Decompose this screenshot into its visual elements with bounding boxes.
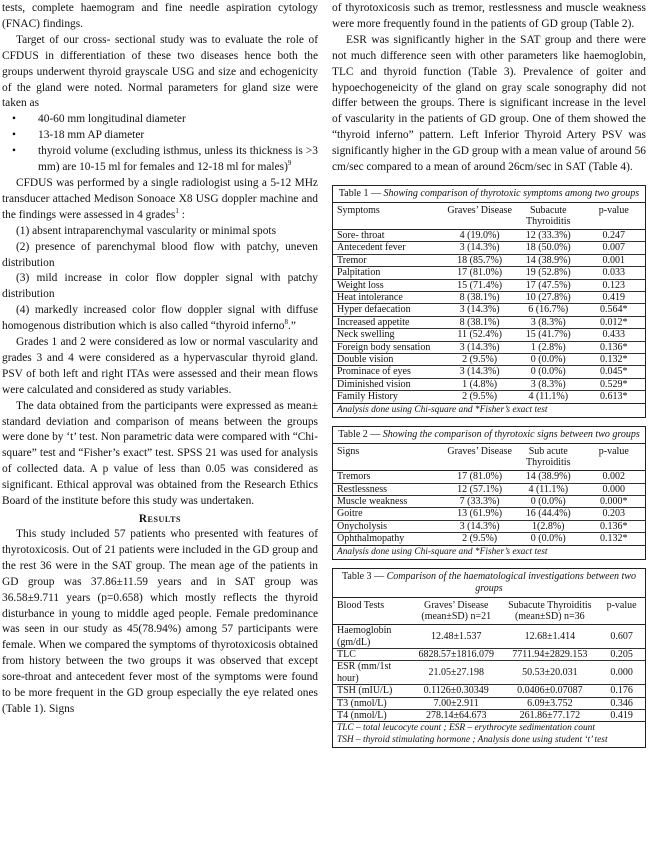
table-cell: 10 (27.8%) [514, 292, 583, 304]
grade-2: (2) presence of parenchymal blood flow with patchy, uneven distribution [2, 240, 318, 269]
table3-header-cell: Blood Tests [333, 598, 411, 625]
table-cell: Haemoglobin (gm/dL) [333, 625, 411, 649]
table-2-note: Analysis done using Chi-square and *Fisher’s exact test [333, 545, 645, 560]
table-1 [332, 185, 646, 418]
table-1-note: Analysis done using Chi-square and *Fisher’s exact test [333, 403, 645, 418]
table-cell: 0.433 [583, 329, 645, 341]
table-row [333, 354, 645, 366]
table-cell: 0.1126±0.30349 [411, 685, 501, 697]
table-cell: Sore- throat [333, 229, 445, 241]
table-cell: 0 (0.0%) [514, 354, 583, 366]
table-row [333, 520, 645, 532]
table-cell: Neck swelling [333, 329, 445, 341]
table-cell: 4 (19.0%) [445, 229, 514, 241]
table-cell: 6.09±3.752 [501, 697, 598, 709]
table-cell: Weight loss [333, 279, 445, 291]
table-row [333, 292, 645, 304]
grade-3: (3) mild increase in color flow doppler signal with patchy distribution [2, 272, 318, 301]
table3-header-cell: Subacute Thyroiditis (mean±SD) n=36 [501, 598, 598, 625]
table-row [333, 242, 645, 254]
table-cell: Restlessness [333, 483, 445, 495]
left-column [2, 0, 318, 718]
table-cell: 13 (61.9%) [445, 508, 514, 520]
table3-header-cell: Graves’ Disease (mean±SD) n=21 [411, 598, 501, 625]
table-cell: 1(2.8%) [514, 520, 583, 532]
list-item: • 40-60 mm longitudinal diameter [2, 112, 318, 128]
table-row [333, 625, 645, 649]
table-row [333, 254, 645, 266]
table-cell: 19 (52.8%) [514, 267, 583, 279]
table-cell: 4 (11.1%) [528, 391, 569, 403]
table-cell: 0.203 [583, 508, 645, 520]
table-cell: TSH (mIU/L) [333, 685, 411, 697]
table-cell: 16 (44.4%) [514, 508, 583, 520]
table-cell: Hyper defaecation [333, 304, 445, 316]
table-cell: T3 (nmol/L) [333, 697, 411, 709]
bullet-icon: • [12, 113, 16, 126]
table-cell: 8 (38.1%) [445, 292, 514, 304]
table-cell: 0 (0.0%) [530, 533, 566, 545]
table-cell: Increased appetite [333, 316, 445, 328]
table-cell: 0.132* [600, 533, 628, 545]
paragraph-statistics: The data obtained from the participants were expressed as mean± standard deviation and comparison of means between the groups were done by ‘t’ test. Non parametric data were compared with “Chi-square” test and “Fisher’s exact” test. SPSS 21 was used for analysis of collected data. A p value of less than 0.05 was considered as significant. Ethical approval was obtained from the Research Ethics Board of the institute before this study was undertaken. [2, 399, 318, 508]
table-cell: 0.419 [610, 709, 633, 721]
table-row [333, 483, 645, 495]
table-row [333, 279, 645, 291]
table-cell: 1 (2.8%) [514, 341, 583, 353]
table-cell: 0.000 [583, 483, 645, 495]
table-cell: Goitre [333, 508, 445, 520]
table-cell: 12.48±1.537 [411, 625, 501, 649]
paragraph-grades: Grades 1 and 2 were considered as low or normal vascularity and grades 3 and 4 were considered as a hypervascular thyroid gland. PSV of both left and right ITAs were assessed and their mean flows were calculated and considered as study variables. [2, 336, 318, 396]
table-cell: 0.045* [583, 366, 645, 378]
table-row [333, 508, 645, 520]
table-cell: 8 (38.1%) [445, 316, 514, 328]
table-cell: 3 (8.3%) [514, 378, 583, 390]
table-cell: 0.346 [598, 697, 645, 709]
table-cell: 0.136* [583, 341, 645, 353]
table-row [333, 366, 645, 378]
table-cell: 0.205 [598, 648, 645, 660]
table2-header-cell: Signs [333, 444, 445, 471]
table-cell: 278.14±64.673 [425, 709, 487, 721]
paragraph-aim: Target of our cross- sectional study was to evaluate the role of CFDUS in differentiation of these two diseases hence both the groups underwent thyroid grayscale USG and size and echogenicity of the gland were noted. Normal parameters for gland size were taken as [2, 33, 318, 110]
table-cell: 3 (14.3%) [445, 304, 514, 316]
table2-header-cell: Graves’ Disease [445, 444, 514, 471]
section-heading-results: Results [138, 513, 182, 525]
table-cell: 17 (47.5%) [514, 279, 583, 291]
table-cell: 6 (16.7%) [514, 304, 583, 316]
table2-header-cell: Sub acute Thyroiditis [514, 444, 583, 471]
table-cell: Tremors [333, 471, 445, 483]
table-cell: 0.176 [598, 685, 645, 697]
table-cell: 3 (14.3%) [445, 366, 514, 378]
table-cell: Palpitation [333, 267, 445, 279]
table-cell: 14 (38.9%) [514, 471, 583, 483]
table-cell: 0.033 [583, 267, 645, 279]
table-row [333, 329, 645, 341]
table1-header-cell: Graves’ Disease [445, 203, 514, 230]
table-cell: 0.136* [583, 520, 645, 532]
table-cell: Prominace of eyes [333, 366, 445, 378]
list-item: • 13-18 mm AP diameter [2, 128, 318, 144]
table-cell: 12.68±1.414 [501, 625, 598, 649]
table-cell: 0.613* [600, 391, 628, 403]
table-cell: 3 (8.3%) [514, 316, 583, 328]
grade-1: (1) absent intraparenchymal vascularity or minimal spots [16, 224, 277, 237]
table-cell: 50.53±20.031 [501, 661, 598, 685]
table-cell: 7.00±2.911 [411, 697, 501, 709]
paragraph-esr: ESR was significantly higher in the SAT group and there were not much difference seen with other parameters like haemoglobin, TLC and thyroid function (Table 3). Prevalence of goiter and hypoechogeneicity of the gland on gray scale sonography did not differ between the groups. There is significant increase in the level of vascularity in the patients of GD group. One of them showed the “thyroid inferno” pattern. Left Inferior Thyroid Artery PSV was significantly higher in the GD group with a mean value of around 56 cm/sec compared to a mean of around 26cm/sec in SAT (Table 4). [332, 33, 646, 174]
table-cell: Family History [337, 391, 398, 403]
table-row [333, 378, 645, 390]
table1-header-cell: p-value [583, 203, 645, 230]
right-column [332, 0, 646, 748]
table-cell: 0 (0.0%) [514, 366, 583, 378]
table-cell: 0.012* [583, 316, 645, 328]
table-cell: Onycholysis [333, 520, 445, 532]
table-cell: 0.123 [583, 279, 645, 291]
table-cell: 0.607 [598, 625, 645, 649]
table-cell: 0.564* [583, 304, 645, 316]
table-cell: Diminished vision [333, 378, 445, 390]
table-cell: 18 (85.7%) [445, 254, 514, 266]
table-cell: TLC [333, 648, 411, 660]
table-cell: 11 (52.4%) [445, 329, 514, 341]
table-cell: Double vision [333, 354, 445, 366]
table-row [333, 229, 645, 241]
gland-size-list [2, 112, 318, 176]
table-cell: 2 (9.5%) [445, 354, 514, 366]
paragraph-continued: of thyrotoxicosis such as tremor, restlessness and muscle weakness were more frequently found in the patients of GD group (Table 2). [332, 2, 646, 30]
table-row [333, 304, 645, 316]
table-cell: 0.247 [583, 229, 645, 241]
table-cell: 2 (9.5%) [462, 533, 498, 545]
table-3 [332, 568, 646, 748]
table-cell: 0.001 [583, 254, 645, 266]
paragraph-results: This study included 57 patients who presented with features of thyrotoxicosis. Out of 21 patients were included in the GD group and the rest 36 were in the SAT group. The mean age of the patients in GD group was 37.86±11.59 years and in SAT group was 36.58±9.711 years (p=0.658) which mostly reflects the thyroid disturbance in young to middle aged people. Female predominance was seen in our study as 45(78.94%) among 57 participants were female. When we compared the symptoms of thyrotoxicosis obtained from history between the two groups it was observed that except sore-throat and antecedent fever most of the symptoms were found to be more frequent in the GD group especially the eye related ones (Table 1). Signs [2, 528, 318, 715]
table-cell: 0.419 [583, 292, 645, 304]
table-row [333, 316, 645, 328]
table-cell: 0 (0.0%) [514, 495, 583, 507]
table-3-note: TLC – total leucocyte count ; ESR – erythrocyte sedimentation count TSH – thyroid stimulating hormone ; Analysis done using student ‘t’ test [333, 721, 645, 747]
table-row [333, 661, 645, 685]
table-cell: 7 (33.3%) [445, 495, 514, 507]
list-item: • thyroid volume (excluding isthmus, unless its thickness is >3 mm) are 10-15 ml for females and 12-18 ml for males)$^9$ [12, 145, 318, 174]
table-cell: 21.05±27.198 [411, 661, 501, 685]
table-cell: 261.86±77.172 [519, 709, 581, 721]
table-cell: Heat intolerance [333, 292, 445, 304]
table-row [333, 267, 645, 279]
table-cell: 12 (57.1%) [445, 483, 514, 495]
table-cell: 4 (11.1%) [514, 483, 583, 495]
table-cell: Tremor [333, 254, 445, 266]
table-2-caption: Table 2 — Showing the comparison of thyrotoxic signs between two groups [333, 427, 645, 444]
paragraph-lead: tests, complete haemogram and fine needle aspiration cytology (FNAC) findings. [2, 2, 318, 30]
table-cell: 3 (14.3%) [445, 520, 514, 532]
table-1-caption: Table 1 — Showing comparison of thyrotoxic symptoms among two groups [333, 186, 645, 203]
table-row [333, 648, 645, 660]
table1-header-cell: Subacute Thyroiditis [514, 203, 583, 230]
table-row [333, 685, 645, 697]
table-cell: 12 (33.3%) [514, 229, 583, 241]
table-row [333, 697, 645, 709]
table-cell: Muscle weakness [333, 495, 445, 507]
table-cell: 6828.57±1816.079 [411, 648, 501, 660]
table-cell: Ophthalmopathy [337, 533, 405, 545]
table-cell: 18 (50.0%) [514, 242, 583, 254]
table-cell: 2 (9.5%) [462, 391, 498, 403]
table-cell: 15 (41.7%) [514, 329, 583, 341]
bullet-icon: • [12, 145, 16, 158]
table-cell: 0.529* [583, 378, 645, 390]
table-cell: Foreign body sensation [333, 341, 445, 353]
table-cell: 0.000 [598, 661, 645, 685]
table-row [333, 533, 645, 545]
table-cell: T4 (nmol/L) [337, 709, 387, 721]
table-cell: 1 (4.8%) [445, 378, 514, 390]
table-cell: ESR (mm/1st hour) [333, 661, 411, 685]
table-cell: 0.132* [583, 354, 645, 366]
table-cell: 0.007 [583, 242, 645, 254]
table-cell: 0.002 [583, 471, 645, 483]
table-3-caption: Table 3 — Comparison of the haematological investigations between two groups [333, 569, 645, 598]
table-cell: Antecedent fever [333, 242, 445, 254]
table-cell: 0.0406±0.07087 [501, 685, 598, 697]
bullet-icon: • [12, 129, 16, 142]
table-row [333, 495, 645, 507]
table-cell: 3 (14.3%) [445, 242, 514, 254]
table-cell: 17 (81.0%) [445, 471, 514, 483]
table2-header-cell: p-value [583, 444, 645, 471]
table-cell: 15 (71.4%) [445, 279, 514, 291]
table-cell: 3 (14.3%) [445, 341, 514, 353]
table-cell: 0.000* [583, 495, 645, 507]
table-2 [332, 426, 646, 560]
table-cell: 17 (81.0%) [445, 267, 514, 279]
table3-header-cell: p-value [598, 598, 645, 625]
grade-4: (4) markedly increased color flow doppler signal with diffuse homogenous distribution which is also called “thyroid inferno$^8$.” [2, 304, 318, 333]
table-row [333, 391, 645, 403]
table-cell: 14 (38.9%) [514, 254, 583, 266]
table-row [333, 709, 645, 721]
table-row [333, 471, 645, 483]
paragraph-cfdus: CFDUS was performed by a single radiologist using a 5-12 MHz transducer attached Medison Sonoace X8 USG doppler machine and the findings were assessed in 4 grades$^1$ : [2, 176, 318, 221]
table-row [333, 341, 645, 353]
table1-header-cell: Symptoms [333, 203, 445, 230]
table-cell: 7711.94±2829.153 [501, 648, 598, 660]
